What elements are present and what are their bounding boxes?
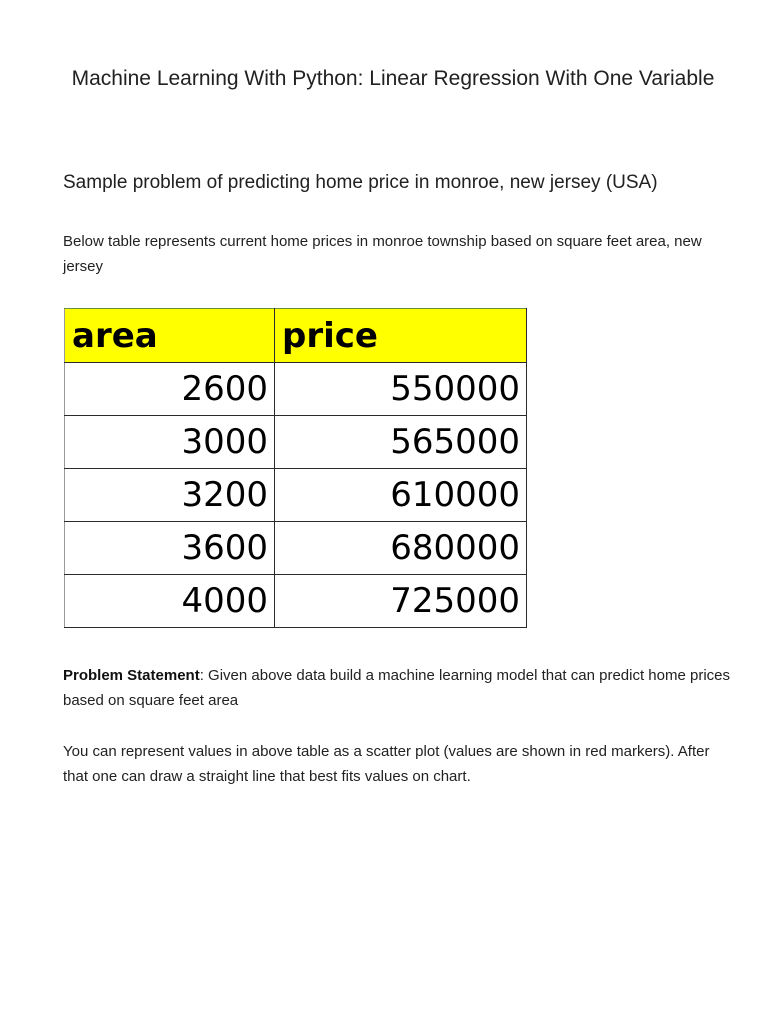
home-price-table <box>64 308 527 628</box>
price-cell: 725000 <box>275 575 527 628</box>
column-header-area: area <box>65 309 275 363</box>
intro-paragraph: Below table represents current home prices in monroe township based on square feet area, new jersey <box>63 233 702 275</box>
price-cell: 565000 <box>275 416 527 469</box>
table-header-row <box>65 309 527 363</box>
document-title: Machine Learning With Python: Linear Regression With One Variable <box>71 67 715 90</box>
price-cell: 550000 <box>275 363 527 416</box>
price-cell: 610000 <box>275 469 527 522</box>
table-row <box>65 416 527 469</box>
table-row <box>65 469 527 522</box>
section-subtitle: Sample problem of predicting home price in monroe, new jersey (USA) <box>63 172 658 193</box>
column-header-price: price <box>275 309 527 363</box>
area-cell: 3200 <box>65 469 275 522</box>
scatter-plot-paragraph: You can represent values in above table as a scatter plot (values are shown in red markers). After that one can draw a straight line that best fits values on chart. <box>63 743 710 785</box>
table-row <box>65 522 527 575</box>
problem-statement-label: Problem Statement <box>63 667 200 684</box>
area-cell: 3600 <box>65 522 275 575</box>
problem-statement-paragraph <box>63 664 733 713</box>
table-row <box>65 363 527 416</box>
table-row <box>65 575 527 628</box>
price-cell: 680000 <box>275 522 527 575</box>
area-cell: 2600 <box>65 363 275 416</box>
problem-statement-text: : Given above data build a machine learning model that can predict home prices based on square feet area <box>63 667 731 709</box>
area-cell: 3000 <box>65 416 275 469</box>
area-cell: 4000 <box>65 575 275 628</box>
